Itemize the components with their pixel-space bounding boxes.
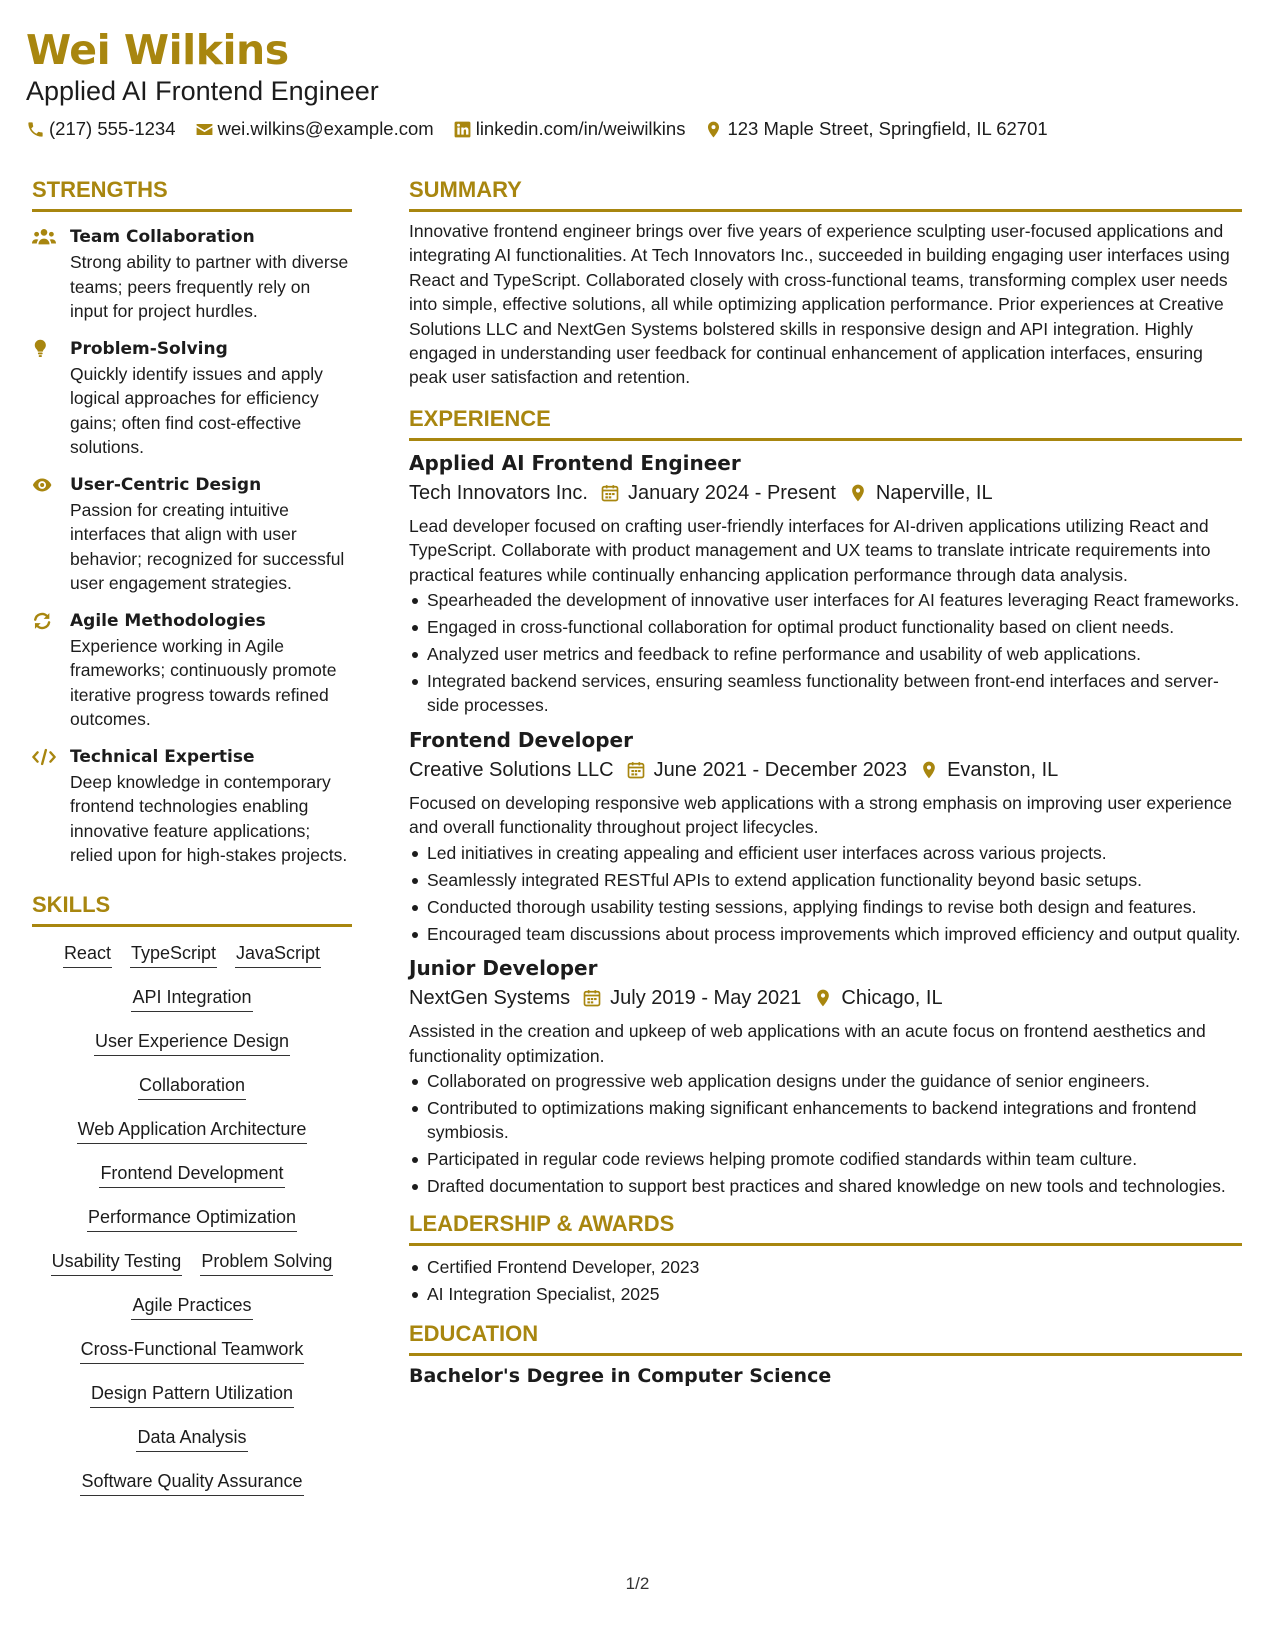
skill-tag: Agile Practices: [131, 1293, 252, 1320]
contact-linkedin[interactable]: [453, 117, 686, 141]
lightbulb-icon: [32, 339, 56, 359]
skill-tag: User Experience Design: [94, 1029, 290, 1056]
strength-desc: Strong ability to partner with diverse teams; peers frequently rely on input for project hurdles.: [70, 252, 349, 321]
users-icon: [32, 227, 56, 247]
phone-text: (217) 555-1234: [49, 118, 176, 139]
job-title: Junior Developer: [409, 956, 598, 981]
job-title: Frontend Developer: [409, 727, 633, 752]
job-bullet: Contributed to optimizations making significant enhancements to backend integrations and frontend symbiosis.: [409, 1096, 1242, 1145]
skills-list: [32, 927, 352, 1513]
skill-tag: JavaScript: [235, 941, 321, 968]
awards-list: [409, 1255, 1242, 1306]
strength-item: [32, 609, 352, 732]
sync-icon: [32, 611, 56, 631]
job-entry: [409, 449, 1242, 718]
job-meta: [409, 478, 1242, 508]
job-bullets: [409, 1069, 1242, 1199]
strength-name: User-Centric Design: [70, 474, 262, 495]
job-location: Evanston, IL: [947, 758, 1059, 781]
job-company: Creative Solutions LLC: [409, 758, 614, 781]
strength-name: Technical Expertise: [70, 746, 255, 767]
skill-tag: Data Analysis: [136, 1425, 247, 1452]
page-number: 1/2: [625, 1574, 650, 1593]
code-icon: [32, 747, 56, 767]
job-bullet: Spearheaded the development of innovative user interfaces for AI features leveraging React frameworks.: [409, 588, 1242, 612]
job-bullet: Led initiatives in creating appealing and efficient user interfaces across various projects.: [409, 841, 1242, 865]
education-heading: EDUCATION: [409, 1320, 1242, 1356]
job-bullet: Conducted thorough usability testing sessions, applying findings to revise both design and features.: [409, 895, 1242, 919]
skill-tag: Performance Optimization: [87, 1205, 297, 1232]
job-title: Applied AI Frontend Engineer: [409, 450, 741, 475]
candidate-title: Applied AI Frontend Engineer: [26, 76, 379, 106]
calendar-icon: [626, 760, 646, 780]
skill-tag: Collaboration: [138, 1073, 246, 1100]
candidate-name: Wei Wilkins: [26, 26, 289, 74]
job-description: Focused on developing responsive web applications with a strong emphasis on improving user experience and overall functionality throughout project lifecycles.: [409, 792, 1232, 838]
job-entry: [409, 726, 1242, 946]
skill-tag: Frontend Development: [99, 1161, 284, 1188]
degree-title: Bachelor's Degree in Computer Science: [409, 1365, 832, 1388]
job-description: Lead developer focused on crafting user-friendly interfaces for AI-driven applications utilizing React and TypeScript. Collaborate with product management and UX teams to translate intricate requirements into practical features while continually enhancing application performance through data analysis.: [409, 515, 1211, 585]
job-entry: [409, 954, 1242, 1199]
job-location: Chicago, IL: [841, 987, 943, 1010]
skill-tag: API Integration: [131, 985, 252, 1012]
contact-email[interactable]: [195, 117, 434, 141]
job-bullets: [409, 588, 1242, 718]
resume-header: [26, 24, 1246, 141]
skill-tag: Cross-Functional Teamwork: [80, 1337, 305, 1364]
job-company: Tech Innovators Inc.: [409, 481, 588, 504]
job-meta: [409, 983, 1242, 1013]
job-bullet: Collaborated on progressive web application designs under the guidance of senior engineers.: [409, 1069, 1242, 1093]
skill-tag: TypeScript: [130, 941, 217, 968]
job-bullet: Seamlessly integrated RESTful APIs to extend application functionality beyond basic setups.: [409, 868, 1242, 892]
skill-tag: Design Pattern Utilization: [90, 1381, 294, 1408]
skills-heading: SKILLS: [32, 891, 352, 927]
skill-tag: Web Application Architecture: [77, 1117, 308, 1144]
calendar-icon: [600, 483, 620, 503]
map-pin-icon: [813, 988, 833, 1008]
map-pin-icon: [919, 760, 939, 780]
left-column: [32, 176, 352, 1513]
email-text: wei.wilkins@example.com: [217, 118, 434, 139]
linkedin-icon: [453, 120, 472, 139]
linkedin-text: linkedin.com/in/weiwilkins: [475, 118, 686, 139]
job-bullet: Integrated backend services, ensuring seamless functionality between front-end interfaces and server-side processes.: [409, 669, 1242, 718]
job-dates: January 2024 - Present: [627, 481, 836, 504]
skill-tag: React: [63, 941, 112, 968]
strength-desc: Passion for creating intuitive interfaces that align with user behavior; recognized for successful user engagement strategies.: [70, 499, 345, 593]
eye-icon: [32, 475, 56, 495]
right-column: [409, 176, 1242, 1389]
strength-item: [32, 473, 352, 596]
strength-name: Problem-Solving: [70, 338, 228, 359]
job-bullet: Participated in regular code reviews helping promote codified standards within team culture.: [409, 1147, 1242, 1171]
job-company: NextGen Systems: [409, 987, 571, 1010]
leadership-heading: LEADERSHIP & AWARDS: [409, 1210, 1242, 1246]
job-bullet: Engaged in cross-functional collaboration for optimal product functionality based on client needs.: [409, 615, 1242, 639]
skill-tag: Software Quality Assurance: [80, 1469, 303, 1496]
skill-tag: Usability Testing: [51, 1249, 183, 1276]
strength-name: Agile Methodologies: [70, 610, 266, 631]
experience-heading: EXPERIENCE: [409, 405, 1242, 441]
strengths-heading: STRENGTHS: [32, 176, 352, 212]
summary-heading: SUMMARY: [409, 176, 1242, 212]
strength-desc: Quickly identify issues and apply logical approaches for efficiency gains; often find cost-effective solutions.: [70, 363, 323, 457]
job-bullet: Encouraged team discussions about process improvements which improved efficiency and output quality.: [409, 922, 1242, 946]
strength-name: Team Collaboration: [70, 227, 255, 247]
strength-item: [32, 225, 352, 324]
strength-item: [32, 745, 352, 868]
envelope-icon: [195, 120, 214, 139]
address-text: 123 Maple Street, Springfield, IL 62701: [727, 118, 1048, 139]
strength-desc: Deep knowledge in contemporary frontend technologies enabling innovative feature applications; relied upon for high-stakes projects.: [70, 771, 348, 865]
map-pin-icon: [848, 483, 868, 503]
job-bullet: Drafted documentation to support best practices and shared knowledge on new tools and technologies.: [409, 1174, 1242, 1198]
contact-address: [704, 117, 1047, 141]
award-item: AI Integration Specialist, 2025: [409, 1282, 1242, 1306]
phone-icon: [26, 120, 45, 139]
job-dates: June 2021 - December 2023: [653, 758, 908, 781]
skill-tag: Problem Solving: [200, 1249, 333, 1276]
map-pin-icon: [704, 120, 723, 139]
contact-bar: [26, 117, 1246, 141]
award-item: Certified Frontend Developer, 2023: [409, 1255, 1242, 1279]
strength-item: [32, 337, 352, 460]
job-meta: [409, 755, 1242, 785]
job-bullets: [409, 841, 1242, 946]
job-location: Naperville, IL: [875, 481, 993, 504]
contact-phone[interactable]: [26, 117, 176, 141]
strength-desc: Experience working in Agile frameworks; continuously promote iterative progress towards refined outcomes.: [70, 635, 337, 729]
job-dates: July 2019 - May 2021: [610, 987, 802, 1010]
job-bullet: Analyzed user metrics and feedback to refine performance and usability of web applications.: [409, 642, 1242, 666]
summary-text: Innovative frontend engineer brings over five years of experience sculpting user-focused applications and integrating AI functionalities. At Tech Innovators Inc., succeeded in building engaging user interfaces using React and TypeScript. Collaborated closely with cross-functional teams, transforming complex user needs into simple, effective solutions, all while optimizing application performance. Prior experiences at Creative Solutions LLC and NextGen Systems bolstered skills in responsive design and API integration. Highly engaged in understanding user feedback for continual enhancement of application interfaces, ensuring peak user satisfaction and retention.: [409, 221, 1230, 388]
calendar-icon: [582, 988, 602, 1008]
job-description: Assisted in the creation and upkeep of web applications with an acute focus on frontend aesthetics and functionality optimization.: [409, 1021, 1206, 1066]
